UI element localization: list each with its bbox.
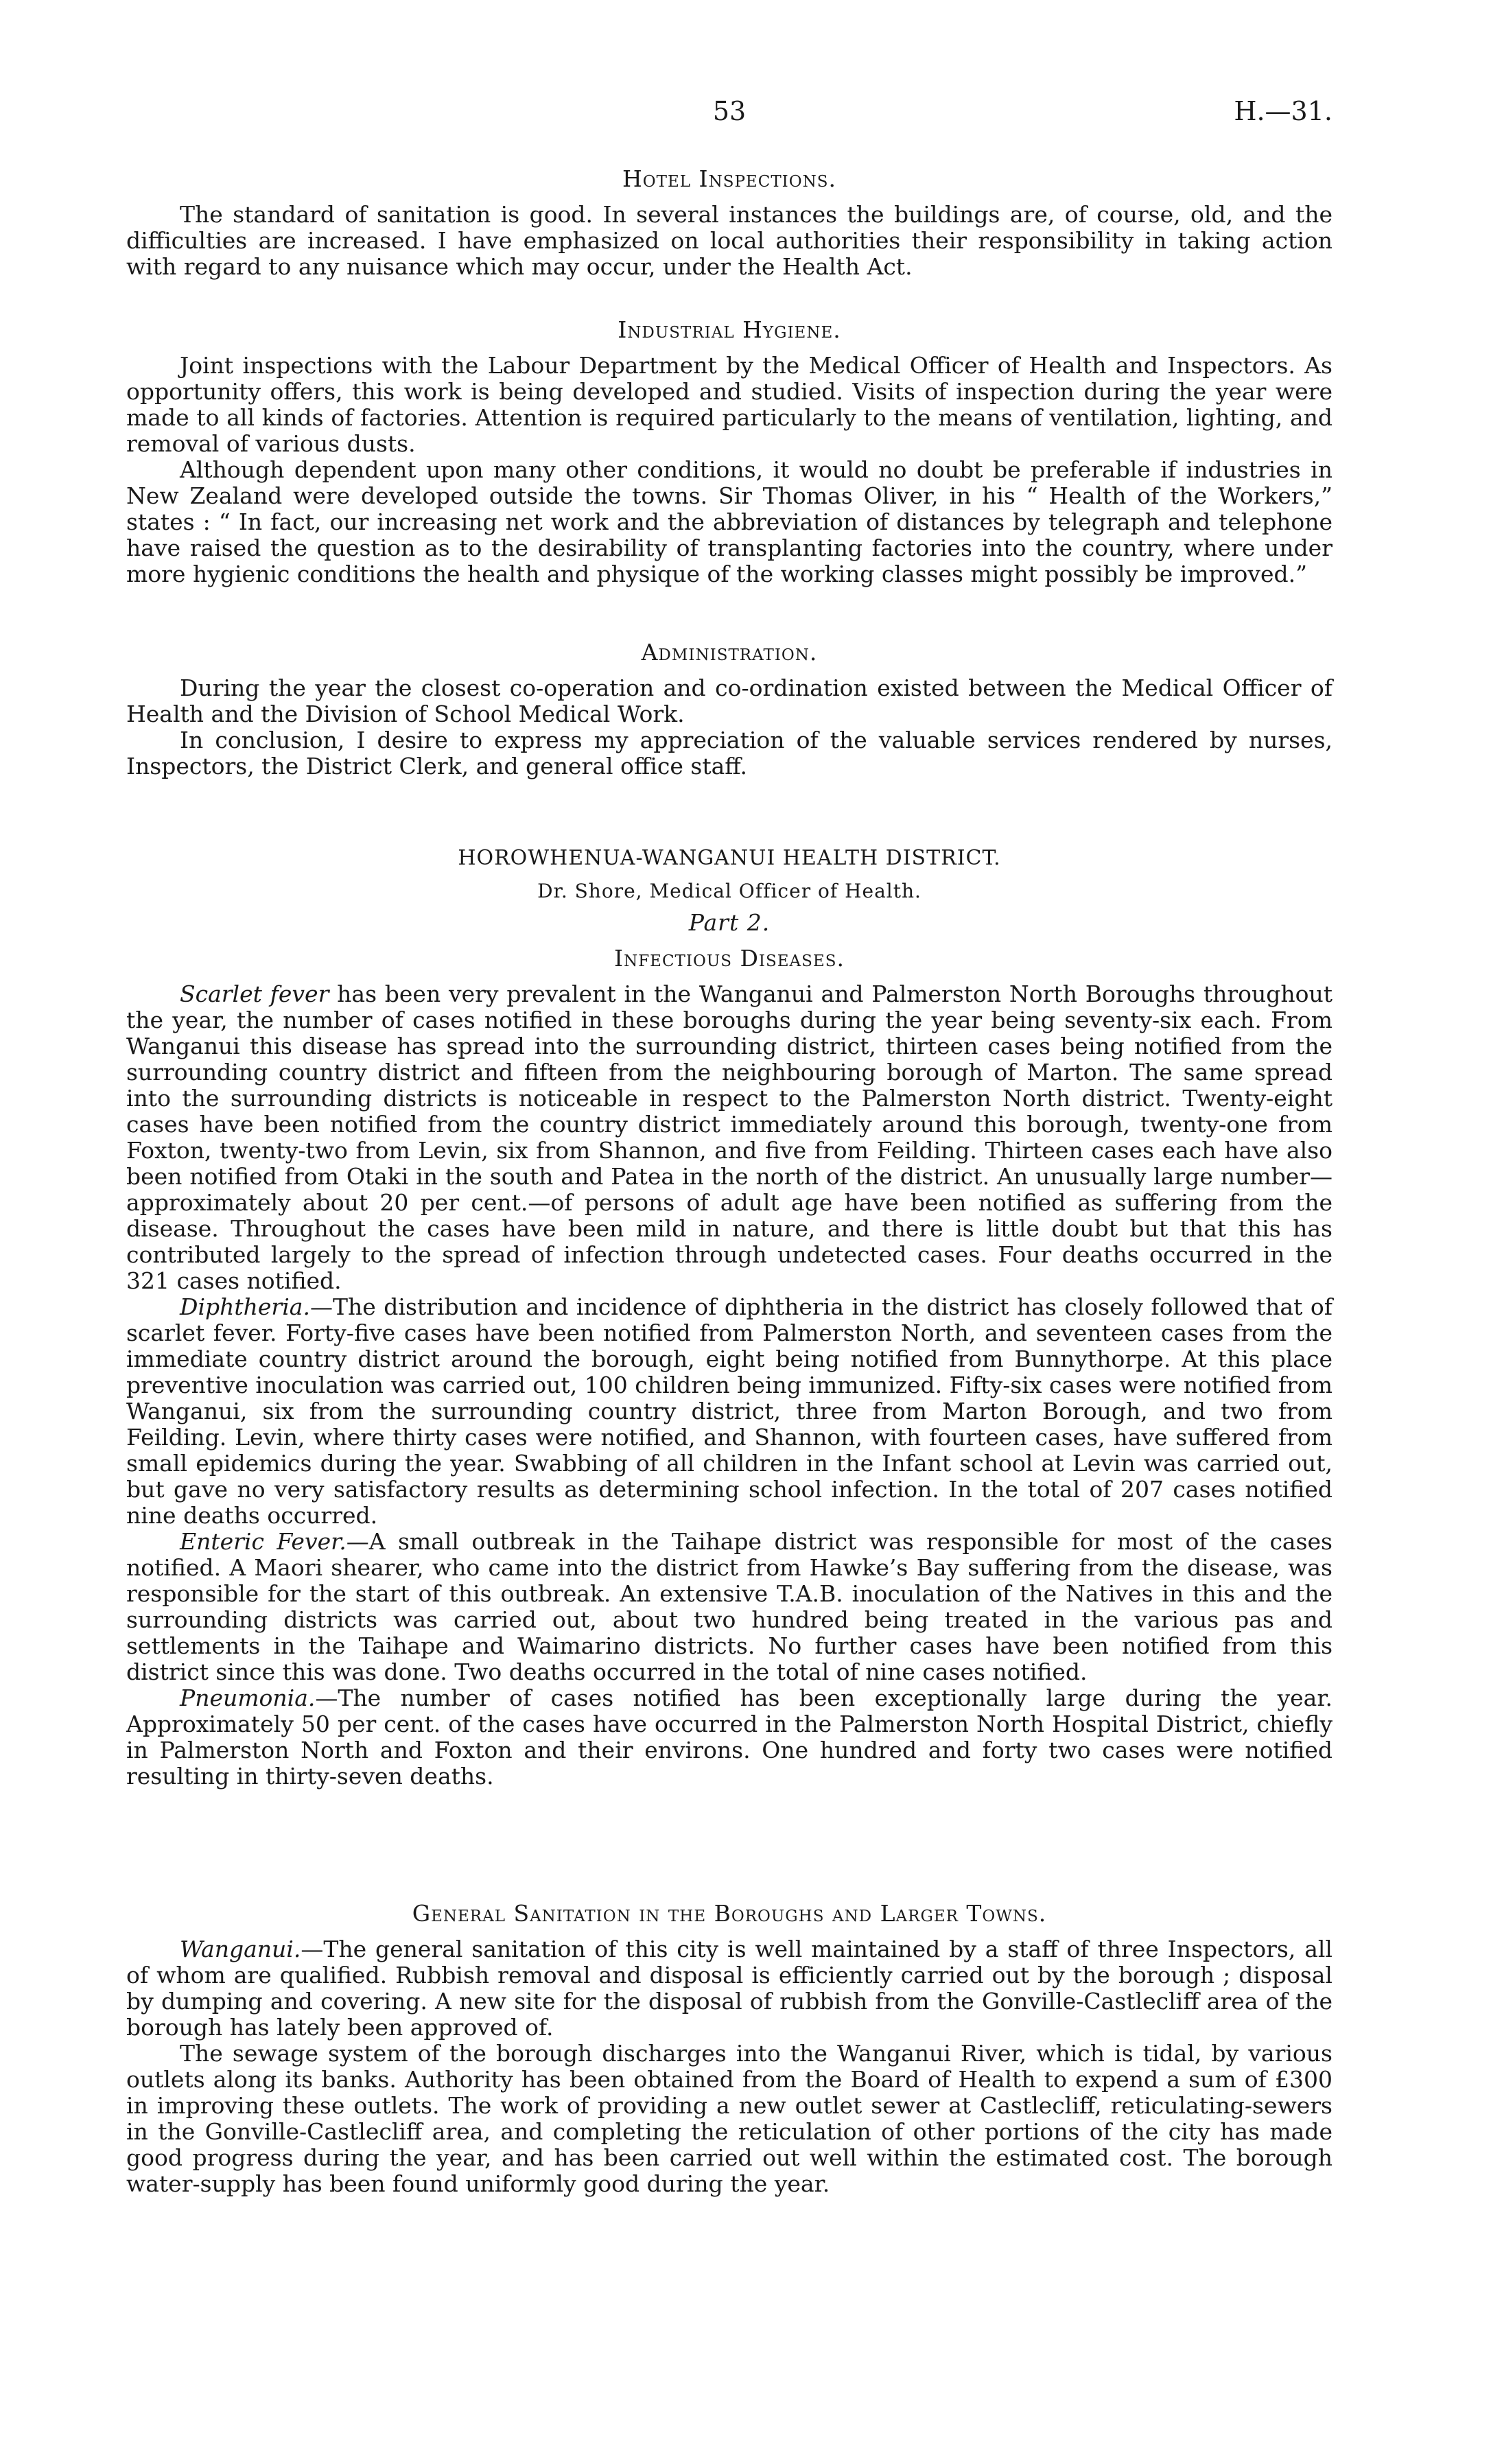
hotel-paragraph: The standard of sanitation is good. In several instances the buildings are, of course, old, and the difficulties are increased. I have emphasized on local authorities their responsibility in taking action with regard to any nuisance which may occur, under the Health Act. xyxy=(126,201,1332,280)
diphtheria-lead: Diphtheria. xyxy=(180,1293,310,1320)
sanitation-heading: General Sanitation in the Boroughs and Larger Towns. xyxy=(412,1900,1047,1927)
administration-paragraph-1: During the year the closest co-operation and co-ordination existed between the Medical Officer of Health and the Division of School Medical Work. xyxy=(126,674,1332,727)
wanganui-lead: Wanganui. xyxy=(180,1936,301,1962)
page-number: 53 xyxy=(712,96,747,126)
industrial-paragraph-1: Joint inspections with the Labour Department by the Medical Officer of Health and Inspectors. As opportunity offers, this work is being developed and studied. Visits of inspection during the year were made to all kinds of factories. Attention is required particularly to the means of ventilation, lighting, and removal of various dusts. xyxy=(126,352,1332,457)
sewage-paragraph: The sewage system of the borough discharges into the Wanganui River, which is tidal, by various outlets along its banks. Authority has been obtained from the Board of Health to expend a sum of £300 in improving these outlets. The work of providing a new outlet sewer at Castlecliff, reticulating-sewers in the Gonville-Castlecliff area, and completing the reticulation of other portions of the city has made good progress during the year, and has been carried out well within the estimated cost. The borough water-supply has been found uniformly good during the year. xyxy=(126,2040,1332,2197)
document-reference: H.—31. xyxy=(1234,96,1332,126)
industrial-heading: Industrial Hygiene. xyxy=(618,316,841,343)
hotel-heading: Hotel Inspections. xyxy=(622,165,836,192)
pneumonia-lead: Pneumonia. xyxy=(180,1685,316,1711)
district-officer: Dr. Shore, Medical Officer of Health. xyxy=(537,880,921,902)
infectious-heading: Infectious Diseases. xyxy=(614,945,845,972)
scarlet-fever-paragraph: Scarlet fever has been very prevalent in the Wanganui and Palmerston North Boroughs throughout the year, the number of cases notified in these boroughs during the year being seventy-six each. From Wanganui this disease has spread into the surrounding district, thirteen cases being notified from the surrounding country district and fifteen from the neighbouring borough of Marton. The same spread into the surrounding districts is noticeable in respect to the Palmerston North district. Twenty-eight cases have been notified from the country district immediately around this borough, twenty-one from Foxton, twenty-two from Levin, six from Shannon, and five from Feilding. Thirteen cases each have also been notified from Otaki in the south and Patea in the north of the district. An unusually large number—approximately about 20 per cent.—of persons of adult age have been notified as suffering from the disease. Throughout the cases have been mild in nature, and there is little doubt but that this has contributed largely to the spread of infection through undetected cases. Four deaths occurred in the 321 cases notified. xyxy=(126,981,1332,1294)
industrial-paragraph-2: Although dependent upon many other conditions, it would no doubt be preferable if industries in New Zealand were developed outside the towns. Sir Thomas Oliver, in his “ Health of the Workers,” states : “ In fact, our increasing net work and the abbreviation of distances by telegraph and telephone have raised the question as to the desirability of transplanting factories into the country, where under more hygienic conditions the health and physique of the working classes might possibly be improved.” xyxy=(126,456,1332,587)
district-title: HOROWHENUA-WANGANUI HEALTH DISTRICT. xyxy=(458,846,1001,870)
scarlet-fever-lead: Scarlet fever xyxy=(180,981,329,1007)
wanganui-paragraph: Wanganui.—The general sanitation of this city is well maintained by a staff of three Inspectors, all of whom are qualified. Rubbish removal and disposal is efficiently carried out by the borough ; disposal by dumping and covering. A new site for the disposal of rubbish from the Gonville-Castlecliff area of the borough has lately been approved of. xyxy=(126,1936,1332,2041)
administration-heading: Administration. xyxy=(641,639,818,666)
administration-paragraph-2: In conclusion, I desire to express my appreciation of the valuable services rendered by nurses, Inspectors, the District Clerk, and general office staff. xyxy=(126,727,1332,779)
enteric-fever-paragraph: Enteric Fever.—A small outbreak in the Taihape district was responsible for most of the cases notified. A Maori shearer, who came into the district from Hawke’s Bay suffering from the disease, was responsible for the start of this outbreak. An extensive T.A.B. inoculation of the Natives in this and the surrounding districts was carried out, about two hundred being treated in the various pas and settlements in the Taihape and Waimarino districts. No further cases have been notified from this district since this was done. Two deaths occurred in the total of nine cases notified. xyxy=(126,1528,1332,1685)
enteric-fever-lead: Enteric Fever. xyxy=(180,1528,347,1555)
pneumonia-paragraph: Pneumonia.—The number of cases notified has been exceptionally large during the year. Approximately 50 per cent. of the cases have occurred in the Palmerston North Hospital District, chiefly in Palmerston North and Foxton and their environs. One hundred and forty two cases were notified resulting in thirty-seven deaths. xyxy=(126,1685,1332,1790)
district-part: Part 2. xyxy=(688,909,771,936)
diphtheria-paragraph: Diphtheria.—The distribution and incidence of diphtheria in the district has closely followed that of scarlet fever. Forty-five cases have been notified from Palmerston North, and seventeen cases from the immediate country district around the borough, eight being notified from Bunnythorpe. At this place preventive inoculation was carried out, 100 children being immunized. Fifty-six cases were notified from Wanganui, six from the surrounding country district, three from Marton Borough, and two from Feilding. Levin, where thirty cases were notified, and Shannon, with fourteen cases, have suffered from small epidemics during the year. Swabbing of all children in the Infant school at Levin was carried out, but gave no very satisfactory results as determining school infection. In the total of 207 cases notified nine deaths occurred. xyxy=(126,1293,1332,1529)
